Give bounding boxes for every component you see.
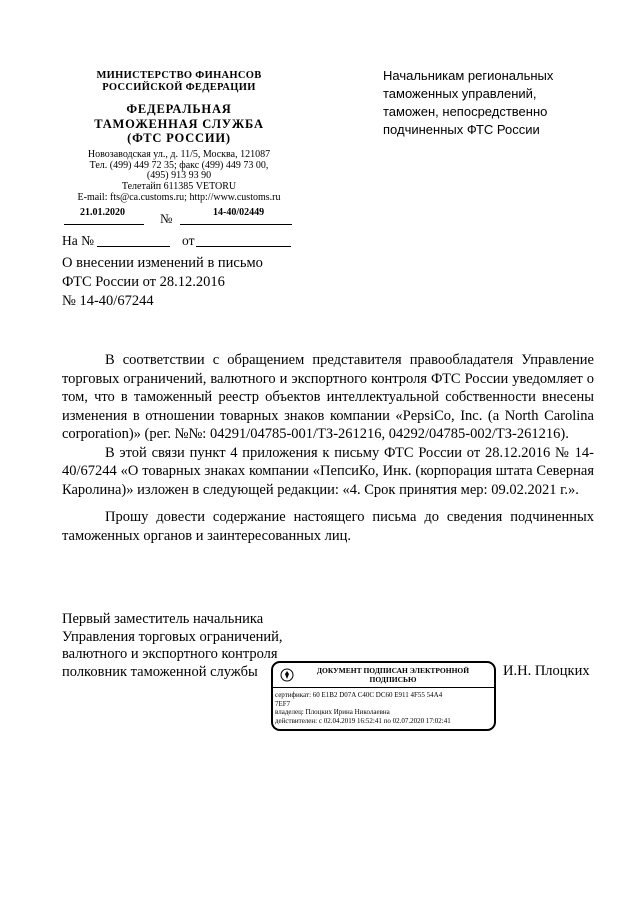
address-line-4: Телетайп 611385 VETORU (121, 180, 237, 192)
stamp-divider (273, 687, 494, 688)
stamp-validity: действителен: с 02.04.2019 16:52:41 по 02.07.2020 17:02:41 (275, 716, 451, 725)
address-line-3: (495) 913 93 90 (146, 170, 212, 181)
signatory-line-4: полковник таможенной службы (62, 663, 258, 680)
letter-body (62, 351, 594, 545)
signatory-name: И.Н. Плоцких (503, 663, 590, 679)
service-name (64, 102, 294, 146)
stamp-title-line-1: ДОКУМЕНТ ПОДПИСАН ЭЛЕКТРОННОЙ (316, 666, 470, 675)
signatory-line-1: Первый заместитель начальника (62, 611, 264, 627)
reference-date-blank (196, 246, 291, 247)
service-address (64, 150, 294, 192)
address-line-2: Тел. (499) 449 72 35; факс (499) 449 73 00, (89, 159, 269, 171)
body-paragraph-3: Прошу довести содержание настоящего письма до сведения подчиненных таможенных органов и заинтересованных лиц. (62, 509, 594, 544)
signatory-title (62, 611, 283, 681)
electronic-signature-stamp (271, 661, 496, 731)
reference-number-blank (97, 246, 170, 247)
addressee-line-1: Начальникам региональных (383, 68, 554, 83)
ministry-name (64, 70, 294, 94)
ministry-line-2: РОССИЙСКОЙ ФЕДЕРАЦИИ (102, 82, 256, 93)
body-paragraph-1: В соответствии с обращением представителя правообладателя Управление торговых ограничений, валютного и экспортного контроля ФТС России уведомляет о том, что в таможенный реестр объектов интеллектуальной собственности внесены изменения в отношении товарных знаков компании «PepsiCo, Inc. (a North Carolina corporation)» (рег. №№: 04291/04785-001/ТЗ-261216, 04292/04785-002/ТЗ-261216). (62, 352, 594, 442)
service-line-3: (ФТС РОССИИ) (127, 131, 231, 145)
emblem-icon (280, 668, 294, 682)
contact-email: E-mail: fts@ca.customs.ru; http://www.customs.ru (77, 192, 281, 203)
service-line-1: ФЕДЕРАЛЬНАЯ (126, 102, 232, 116)
addressee-line-2: таможенных управлений, (383, 86, 537, 101)
signatory-line-3: валютного и экспортного контроля (62, 646, 278, 662)
subject-line-2: ФТС России от 28.12.2016 (62, 274, 225, 290)
stamp-title (303, 667, 483, 684)
body-paragraph-2: В этой связи пункт 4 приложения к письму ФТС России от 28.12.2016 № 14-40/67244 «О товарных знаках компании «ПепсиКо, Инк. (корпорация штата Северная Каролина)» изложен в следующей редакции: «4. Срок принятия мер: 09.02.2021 г.». (62, 444, 594, 498)
signatory-line-2: Управления торговых ограничений, (62, 628, 283, 645)
reference-number-label: На № (62, 233, 94, 248)
address-line-1: Новозаводская ул., д. 11/5, Москва, 121087 (87, 149, 271, 160)
letter-subject (62, 254, 263, 311)
subject-line-3: № 14-40/67244 (62, 293, 154, 309)
registration-number-sign: № (160, 211, 173, 226)
subject-line-1: О внесении изменений в письмо (62, 255, 263, 271)
stamp-details (275, 691, 495, 725)
registration-date: 21.01.2020 (80, 207, 125, 218)
service-line-2: ТАМОЖЕННАЯ СЛУЖБА (94, 116, 264, 131)
registration-number: 14-40/02449 (213, 207, 265, 218)
addressee-line-4: подчиненных ФТС России (383, 122, 540, 137)
reference-date-label: от (182, 233, 195, 248)
registration-date-underline (64, 224, 144, 225)
stamp-certificate-line-1: сертификат: 60 E1B2 D07A C40C DC60 E911 4F55 54A4 (275, 691, 443, 699)
addressee-block (383, 67, 613, 139)
ministry-line-1: МИНИСТЕРСТВО ФИНАНСОВ (96, 70, 262, 81)
stamp-owner: владелец: Плоцких Ирина Николаевна (275, 708, 390, 716)
stamp-certificate-line-2: 7EF7 (275, 699, 291, 708)
stamp-title-line-2: ПОДПИСЬЮ (369, 674, 417, 684)
registration-number-underline (180, 224, 292, 225)
addressee-line-3: таможен, непосредственно (383, 104, 548, 119)
